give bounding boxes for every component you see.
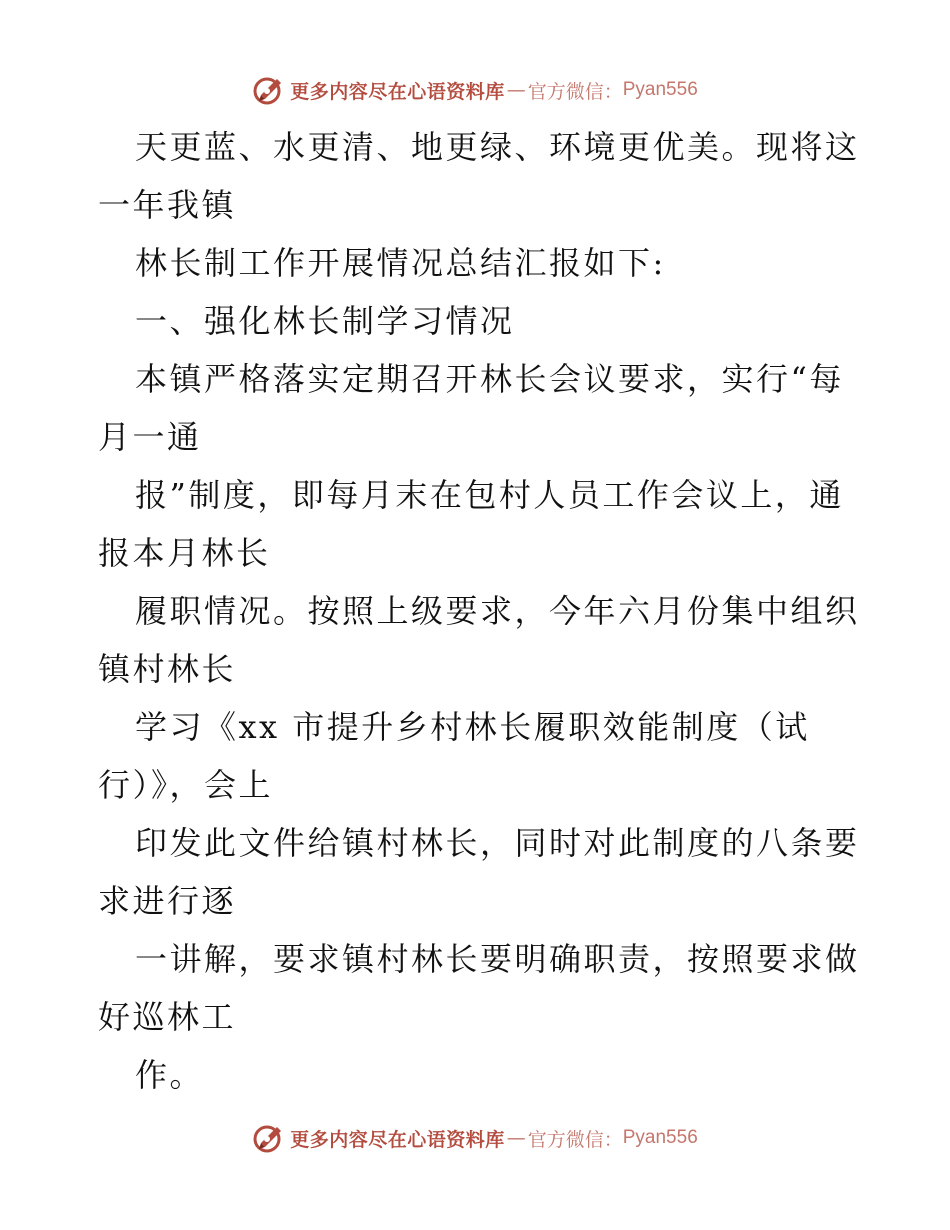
body-line: 印发此文件给镇村林长，同时对此制度的八条要 bbox=[135, 824, 860, 862]
footer-watermark bbox=[0, 1118, 950, 1158]
watermark-main-text: 更多内容尽在心语资料库 bbox=[290, 80, 505, 103]
body-line: 月一通 bbox=[98, 418, 202, 456]
watermark-label: 官方微信： bbox=[527, 1128, 623, 1151]
pen-logo-icon bbox=[252, 73, 286, 107]
section-heading: 一、强化林长制学习情况 bbox=[135, 302, 515, 340]
body-line: 一年我镇 bbox=[98, 186, 237, 224]
body-line: 履职情况。按照上级要求，今年六月份集中组织 bbox=[135, 592, 860, 630]
body-line: 天更蓝、水更清、地更绿、环境更优美。现将这 bbox=[135, 128, 860, 166]
document-body bbox=[98, 118, 858, 1104]
body-line: 行）》，会上 bbox=[98, 766, 274, 804]
body-line: 本镇严格落实定期召开林长会议要求，实行“每 bbox=[135, 360, 844, 398]
pen-logo-icon bbox=[252, 1121, 286, 1155]
body-line: 好巡林工 bbox=[98, 998, 237, 1036]
watermark-dash: — bbox=[506, 1127, 526, 1149]
watermark-dash: — bbox=[506, 79, 526, 101]
body-line: 镇村林长 bbox=[98, 650, 237, 688]
body-line: 报本月林长 bbox=[98, 534, 271, 572]
body-line: 林长制工作开展情况总结汇报如下: bbox=[135, 244, 666, 282]
watermark-wechat-id: Pyan556 bbox=[622, 79, 698, 100]
body-line: 一讲解，要求镇村林长要明确职责，按照要求做 bbox=[135, 940, 860, 978]
header-watermark bbox=[0, 70, 950, 110]
watermark-label: 官方微信： bbox=[527, 80, 623, 103]
body-line: 报”制度，即每月末在包村人员工作会议上，通 bbox=[135, 476, 844, 514]
watermark-main-text: 更多内容尽在心语资料库 bbox=[290, 1128, 505, 1151]
watermark-wechat-id: Pyan556 bbox=[622, 1127, 698, 1148]
body-line: 求进行逐 bbox=[98, 882, 237, 920]
body-line: 作。 bbox=[135, 1056, 205, 1094]
body-line: 学习《xx 市提升乡村林长履职效能制度（试 bbox=[135, 708, 810, 746]
